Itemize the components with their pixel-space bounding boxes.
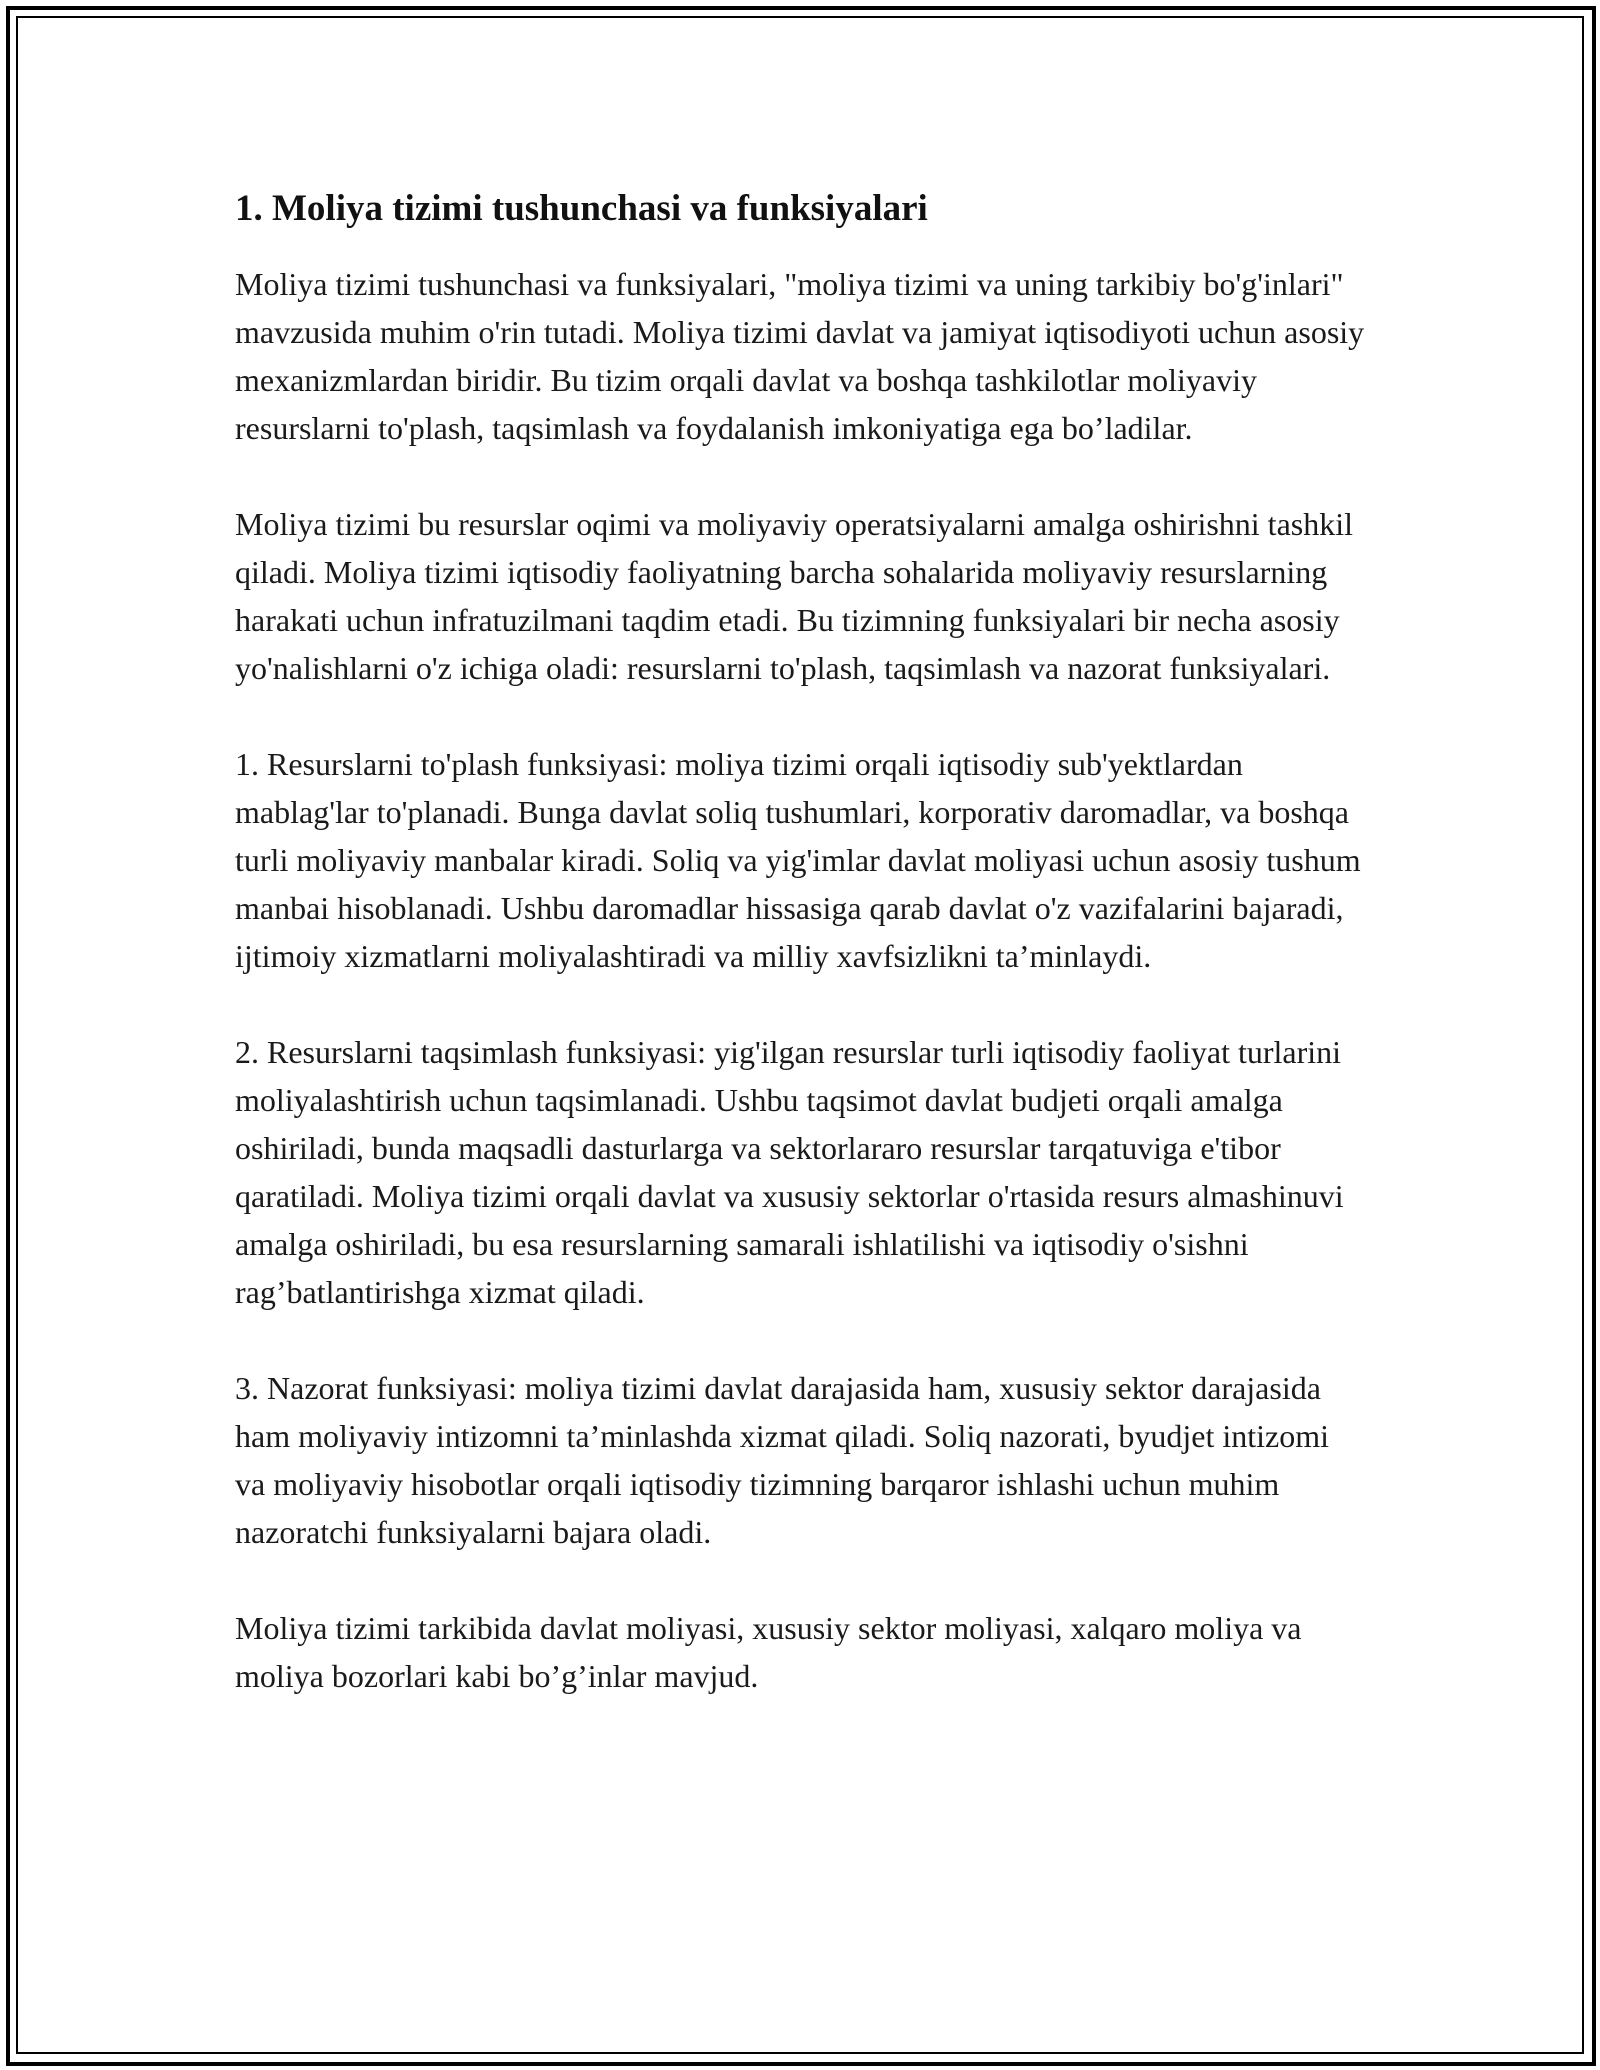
paragraph-distribution-function: 2. Resurslarni taqsimlash funksiyasi: yig'ilgan resurslar turli iqtisodiy faoliyat turlarini moliyalashtirish uchun taqsimlanadi. Ushbu taqsimot davlat budjeti orqali amalga oshiriladi, bunda maqsadli dasturlarga va sektorlararo resurslar tarqatuviga e'tibor qaratiladi. Moliya tizimi orqali davlat va xususiy sektorlar o'rtasida resurs almashinuvi amalga oshiriladi, bu esa resurslarning samarali ishlatilishi va iqtisodiy o'sishni rag’batlantirishga xizmat qiladi. — [235, 1034, 1344, 1311]
paragraph-control-function: 3. Nazorat funksiyasi: moliya tizimi davlat darajasida ham, xususiy sektor darajasida ham moliyaviy intizomni ta’minlashda xizmat qiladi. Soliq nazorati, byudjet intizomi va moliyaviy hisobotlar orqali iqtisodiy tizimning barqaror ishlashi uchun muhim nazoratchi funksiyalarni bajara oladi. — [235, 1370, 1330, 1551]
paragraph-structure: Moliya tizimi tarkibida davlat moliyasi, xususiy sektor moliyasi, xalqaro moliya va moliya bozorlari kabi bo’g’inlar mavjud. — [235, 1610, 1302, 1695]
document-body — [235, 186, 1365, 1748]
paragraph-overview: Moliya tizimi bu resurslar oqimi va moliyaviy operatsiyalarni amalga oshirishni tashkil qiladi. Moliya tizimi iqtisodiy faoliyatning barcha sohalarida moliyaviy resurslarning harakati uchun infratuzilmani taqdim etadi. Bu tizimning funksiyalari bir necha asosiy yo'nalishlarni o'z ichiga oladi: resurslarni to'plash, taqsimlash va nazorat funksiyalari. — [235, 506, 1353, 687]
paragraph-intro: Moliya tizimi tushunchasi va funksiyalari, "moliya tizimi va uning tarkibiy bo'g'inlari" mavzusida muhim o'rin tutadi. Moliya tizimi davlat va jamiyat iqtisodiyoti uchun asosiy mexanizmlardan biridir. Bu tizim orqali davlat va boshqa tashkilotlar moliyaviy resurslarni to'plash, taqsimlash va foydalanish imkoniyatiga ega bo’ladilar. — [235, 266, 1365, 447]
document-title: 1. Moliya tizimi tushunchasi va funksiyalari — [235, 188, 928, 229]
paragraph-collection-function: 1. Resurslarni to'plash funksiyasi: moliya tizimi orqali iqtisodiy sub'yektlardan mablag'lar to'planadi. Bunga davlat soliq tushumlari, korporativ daromadlar, va boshqa turli moliyaviy manbalar kiradi. Soliq va yig'imlar davlat moliyasi uchun asosiy tushum manbai hisoblanadi. Ushbu daromadlar hissasiga qarab davlat o'z vazifalarini bajaradi, ijtimoiy xizmatlarni moliyalashtiradi va milliy xavfsizlikni ta’minlaydi. — [235, 746, 1361, 975]
